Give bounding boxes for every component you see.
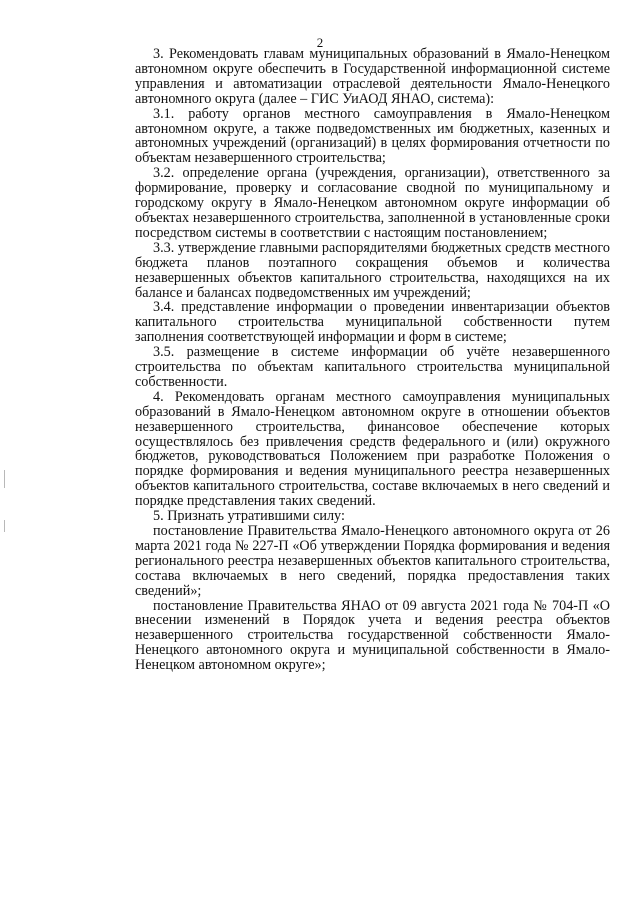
paragraph-3-3: 3.3. утверждение главными распорядителями бюджетных средств местного бюджета планов поэтапного сокращения объемов и количества незавершенных объектов капитального строительства, находящихся на их балансе и балансах подведомственных им учреждений; [135, 239, 610, 301]
paragraph-3-2: 3.2. определение органа (учреждения, организации), ответственного за формирование, проверку и согласование сводной по муниципальному и городскому округу в Ямало-Ненецком автономном округе информации об объектах незавершенного строительства, заполненной в установленные сроки посредством системы в соответствии с настоящим постановлением; [135, 165, 610, 241]
page-number: 2 [316, 35, 324, 50]
paragraph-3-1: 3.1. работу органов местного самоуправления в Ямало-Ненецком автономном округе, а также подведомственных им бюджетных, казенных и автономных учреждений (организаций) в целях формирования отчетности по объектам незавершенного строительства; [135, 105, 610, 167]
paragraph-4: 4. Рекомендовать органам местного самоуправления муниципальных образований в Ямало-Ненецком автономном округе в отношении объектов незавершенного строительства, финансовое обеспечение которых осуществлялось без привлечения средств федерального и (или) окружного бюджетов, руководствоваться Положением при разработке Положения о порядке формирования и ведения муниципального реестра незавершенных объектов капитального строительства, составе включаемых в него сведений и порядке представления таких сведений. [135, 388, 610, 510]
scan-edge-mark [4, 470, 5, 488]
paragraph-5: 5. Признать утратившими силу: [153, 508, 345, 525]
paragraph-3-4: 3.4. представление информации о проведении инвентаризации объектов капитального строительства муниципальной собственности путем заполнения соответствующей информации и форм в системе; [135, 299, 610, 346]
document-body [135, 47, 610, 673]
repealed-act-2: постановление Правительства ЯНАО от 09 августа 2021 года № 704-П «О внесении изменений в Порядок учета и ведения реестра объектов незавершенного строительства государственной собственности Ямало-Ненецкого автономного округа и муниципальной собственности в Ямало-Ненецком автономном округе»; [135, 597, 610, 674]
paragraph-3-5: 3.5. размещение в системе информации об учёте незавершенного строительства по объектам капитального строительства муниципальной собственности. [135, 344, 610, 390]
repealed-act-1: постановление Правительства Ямало-Ненецкого автономного округа от 26 марта 2021 года № 227-П «Об утверждении Порядка формирования и ведения регионального реестра незавершенных объектов капитального строительства, состава включаемых в него сведений, порядка предоставления таких сведений»; [135, 523, 610, 599]
paragraph-3: 3. Рекомендовать главам муниципальных образований в Ямало-Ненецком автономном округе обеспечить в Государственной информационной системе управления и автоматизации отраслевой деятельности Ямало-Ненецкого автономного округа (далее – ГИС УиАОД ЯНАО, система): [135, 46, 610, 107]
scan-edge-mark [4, 520, 5, 532]
